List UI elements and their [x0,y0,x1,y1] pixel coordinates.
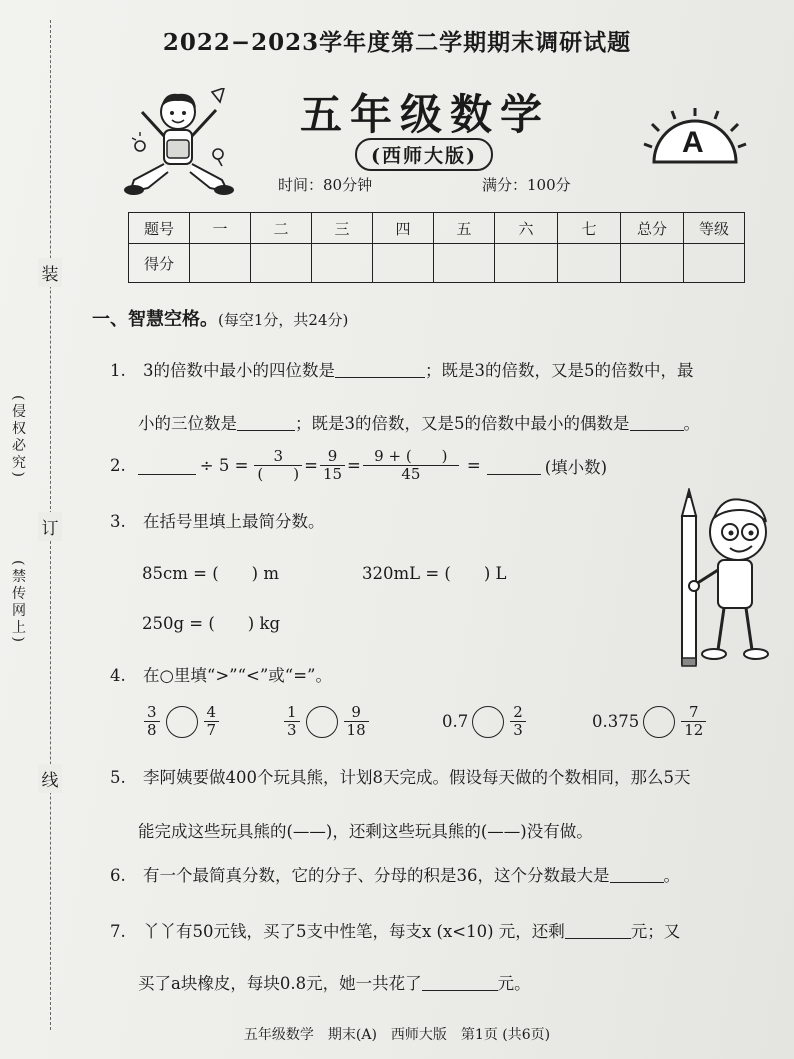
question-number: 2. [110,456,126,476]
denominator: 18 [344,721,369,739]
compare-circle[interactable] [306,706,338,738]
score-cell-input[interactable] [312,244,373,283]
compare-pair-3 [442,704,528,740]
score-table-cell: 二 [251,213,312,244]
numerator: 9 [351,703,361,721]
question-7-line-1 [110,918,680,942]
score-table [128,212,745,283]
question-text: ÷ 5 = [199,456,249,476]
question-text: 。 [663,866,680,885]
fraction [344,704,369,740]
section-note: (每空1分，共24分) [218,311,349,329]
student-cartoon-icon [120,88,240,198]
numerator: 4 [206,703,217,721]
question-3 [110,508,325,532]
numerator: 3 [273,447,284,465]
conversion-3[interactable]: 250g = ( ) kg [142,614,281,633]
answer-blank[interactable] [138,457,196,475]
score-cell-input[interactable] [251,244,312,283]
score-table-cell: 等级 [684,213,745,244]
score-cell-input[interactable] [495,244,558,283]
question-number: 1. [110,361,126,380]
fraction [363,448,459,484]
fraction [510,704,526,740]
answer-blank[interactable] [422,974,498,992]
question-text: 小的三位数是 [138,414,237,433]
compare-pair-2 [282,704,371,740]
binding-char-xian: 线 [38,764,62,793]
denominator: 45 [363,465,459,483]
denominator: 15 [320,465,345,483]
denominator: 12 [681,721,706,739]
score-cell-input[interactable] [558,244,621,283]
question-number: 6. [110,866,126,885]
compare-circle[interactable] [643,706,675,738]
score-cell-input[interactable] [190,244,251,283]
numerator: 2 [513,703,523,721]
denominator: 3 [510,721,526,739]
question-text: 3的倍数中最小的四位数是 [143,361,335,380]
full-score: 满分：100分 [482,176,571,194]
question-text: 丫丫有50元钱，买了5支中性笔，每支x (x<10) 元，还剩 [143,922,565,941]
question-text: 李阿姨要做400个玩具熊，计划8天完成。假设每天做的个数相同，那么5天 [143,768,691,787]
grade-badge-letter: A [682,126,704,159]
score-table-cell: 四 [373,213,434,244]
numerator: 1 [287,703,297,721]
note-copyright: (侵权必究) [10,395,26,480]
score-table-cell: 七 [558,213,621,244]
answer-blank[interactable] [630,414,684,432]
question-text: 在括号里填上最简分数。 [143,512,325,531]
question-1-line-2 [138,410,700,434]
score-cell-input[interactable] [373,244,434,283]
score-cell-input[interactable] [621,244,684,283]
score-table-score-row [129,244,745,283]
numerator-blank[interactable]: 9 + ( ) [374,447,448,465]
fraction [144,704,160,740]
compare-circle[interactable] [166,706,198,738]
score-cell-input[interactable] [684,244,745,283]
score-table-row-label: 得分 [129,244,190,283]
equals-sign: = [347,456,361,476]
question-number: 7. [110,922,126,941]
fraction [284,704,300,740]
equals-sign: = [304,456,318,476]
score-table-cell: 总分 [621,213,684,244]
question-5-line-2: 能完成这些玩具熊的(——)，还剩这些玩具熊的(——)没有做。 [138,822,593,841]
question-text: ；既是3的倍数，又是5的倍数中最小的偶数是 [295,414,630,433]
score-table-cell: 三 [312,213,373,244]
fraction [320,448,345,484]
question-text: 元；又 [630,922,681,941]
question-7-line-2 [138,970,531,994]
score-table-header-row [129,213,745,244]
denominator: 3 [284,721,300,739]
decimal-value: 0.7 [442,712,469,732]
denominator: 8 [144,721,160,739]
answer-blank[interactable] [335,361,425,379]
exam-title: 2022−2023学年度第二学期期末调研试题 [162,29,632,56]
numerator: 9 [327,447,338,465]
question-number: 4. [110,666,126,685]
question-text: 有一个最简真分数，它的分子、分母的积是36，这个分数最大是 [143,866,610,885]
equals-sign: = [466,456,481,476]
question-text: 买了a块橡皮，每块0.8元，她一共花了 [138,974,422,993]
question-number: 5. [110,768,126,787]
fraction [681,704,706,740]
score-table-cell: 题号 [129,213,190,244]
answer-blank[interactable] [487,457,541,475]
binding-char-zhuang: 装 [38,258,62,287]
question-5-line-1 [110,764,691,788]
score-cell-input[interactable] [434,244,495,283]
question-text: ；既是3的倍数，又是5的倍数中，最 [425,361,694,380]
denominator-blank[interactable]: ( ) [254,465,302,483]
question-text: 。 [683,414,700,433]
conversion-1[interactable]: 85cm = ( ) m [142,564,279,583]
answer-blank[interactable] [610,866,664,884]
compare-pair-1 [142,704,221,740]
denominator: 7 [204,721,220,739]
pencil-boy-cartoon-icon [670,488,780,673]
note-no-online: (禁传网上) [10,560,26,645]
question-4 [110,662,332,686]
answer-blank[interactable] [565,922,631,940]
page-footer: 五年级数学 期末(A) 西师大版 第1页 (共6页) [243,1027,551,1043]
score-table-cell: 一 [190,213,251,244]
compare-pair-4 [592,704,708,740]
numerator: 3 [147,703,157,721]
question-text: 在○里填“>”“<”或“=”。 [143,666,332,685]
decimal-value: 0.375 [592,712,640,732]
section-title: 一、智慧空格。 [92,309,218,330]
subject-title: 五年级数学 [300,90,551,139]
question-6 [110,862,680,886]
question-2 [110,448,607,484]
edition-label: (西师大版) [355,138,493,171]
question-hint: (填小数) [544,457,608,477]
answer-blank[interactable] [237,414,295,432]
question-number: 3. [110,512,126,531]
numerator: 7 [689,703,699,721]
score-table-cell: 六 [495,213,558,244]
section-heading [92,305,348,331]
fraction [254,448,302,484]
exam-time: 时间：80分钟 [278,176,373,194]
compare-circle[interactable] [472,706,504,738]
binding-char-ding: 订 [38,512,62,541]
question-text: 元。 [497,974,531,993]
conversion-2[interactable]: 320mL = ( ) L [362,564,507,583]
fraction [204,704,220,740]
score-table-cell: 五 [434,213,495,244]
question-1-line-1 [110,357,694,381]
